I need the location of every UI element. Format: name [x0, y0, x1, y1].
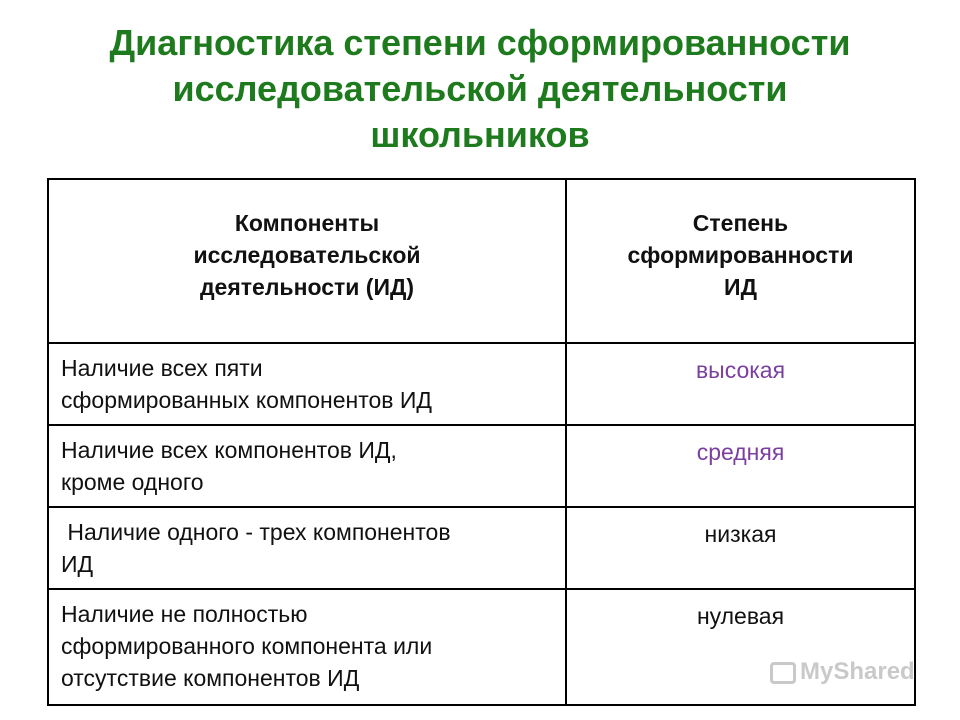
title-line-2: исследовательской деятельности	[172, 68, 788, 109]
degree-cell: нулевая	[566, 589, 915, 705]
table-row	[48, 425, 915, 507]
table-row	[48, 589, 915, 705]
component-cell: Наличие одного - трех компонентов ИД	[48, 507, 566, 589]
component-cell: Наличие не полностью сформированного компонента или отсутствие компонентов ИД	[48, 589, 566, 705]
watermark	[770, 658, 915, 686]
header-degree: Степень сформированности ИД	[566, 179, 915, 343]
presentation-board-icon	[770, 662, 796, 684]
title-line-1: Диагностика степени сформированности	[109, 22, 851, 63]
component-cell: Наличие всех компонентов ИД, кроме одного	[48, 425, 566, 507]
table-row	[48, 343, 915, 425]
degree-cell: высокая	[566, 343, 915, 425]
title-line-3: школьников	[370, 114, 590, 155]
slide-title	[30, 20, 930, 158]
watermark-text: MyShared	[800, 658, 915, 685]
diagnostics-table	[47, 178, 916, 706]
degree-cell: низкая	[566, 507, 915, 589]
table-header-row	[48, 179, 915, 343]
component-cell: Наличие всех пяти сформированных компонентов ИД	[48, 343, 566, 425]
header-components: Компоненты исследовательской деятельности (ИД)	[48, 179, 566, 343]
degree-cell: средняя	[566, 425, 915, 507]
table-row	[48, 507, 915, 589]
